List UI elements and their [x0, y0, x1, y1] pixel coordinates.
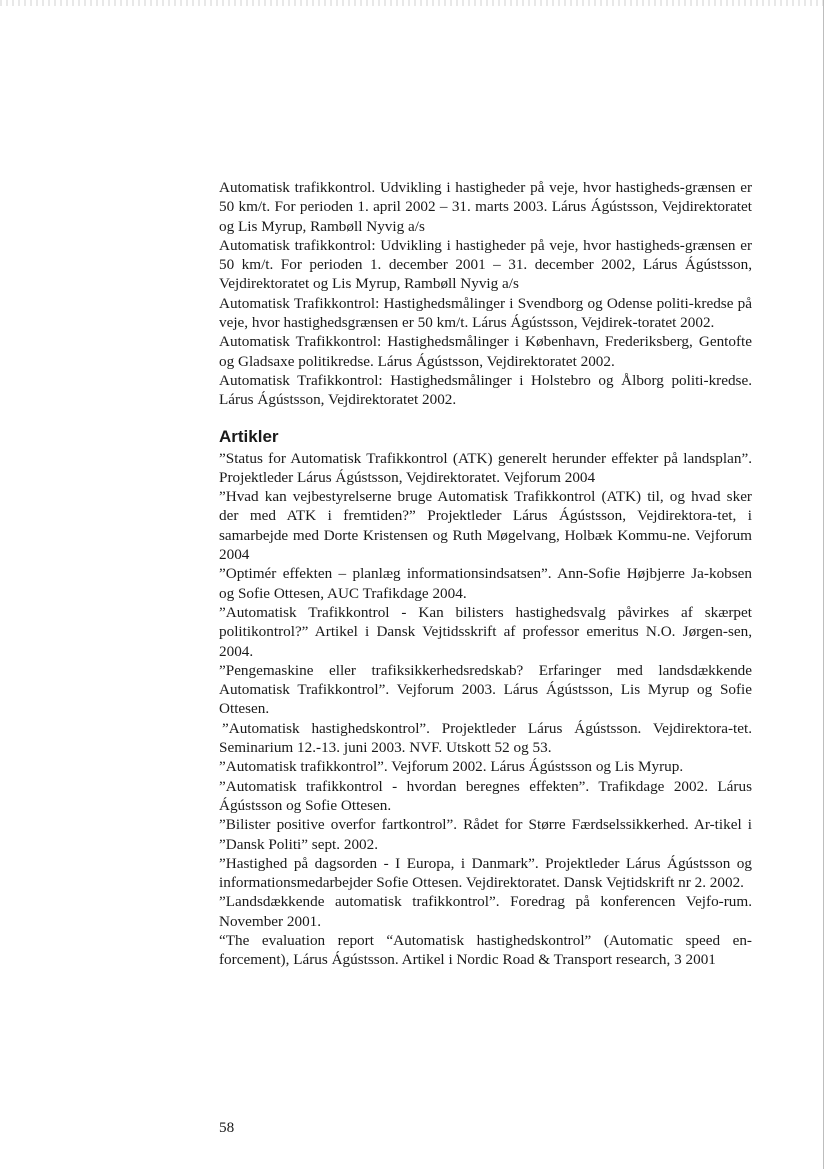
article-entry: ”Automatisk hastighedskontrol”. Projektleder Lárus Ágústsson. Vejdirektora-tet. Seminarium 12.-13. juni 2003. NVF. Utskott 52 og 53. [219, 719, 752, 757]
article-entry: ”Status for Automatisk Trafikkontrol (ATK) generelt herunder effekter på landsplan”. Projektleder Lárus Ágústsson, Vejdirektoratet. Vejforum 2004 [219, 449, 752, 486]
article-entry: ”Pengemaskine eller trafiksikkerhedsredskab? Erfaringer med landsdækkende Automatisk Trafikkontrol”. Vejforum 2003. Lárus Ágústsson, Lis Myrup og Sofie Ottesen. [219, 661, 752, 718]
page-number: 58 [219, 1119, 235, 1136]
report-entry: Automatisk Trafikkontrol: Hastighedsmålinger i København, Frederiksberg, Gentofte og Gladsaxe politikredse. Lárus Ágústsson, Vejdirektoratet 2002. [219, 333, 752, 370]
article-entry: ”Optimér effekten – planlæg informationsindsatsen”. Ann-Sofie Højbjerre Ja-kobsen og Sofie Ottesen, AUC Trafikdage 2004. [219, 565, 752, 602]
article-entry: ”Automatisk trafikkontrol”. Vejforum 2002. Lárus Ágústsson og Lis Myrup. [219, 758, 684, 776]
scan-top-edge [0, 0, 827, 6]
article-entry: ”Hvad kan vejbestyrelserne bruge Automatisk Trafikkontrol (ATK) til, og hvad sker der med ATK i fremtiden?” Projektleder Lárus Ágústsson, Vejdirektora-tet, i samarbejde med Dorte Kristensen og Ruth Møgelvang, Holbæk Kommu-ne. Vejforum 2004 [219, 488, 752, 564]
article-entry: “The evaluation report “Automatisk hastighedskontrol” (Automatic speed en-forcement), Lárus Ágústsson. Artikel i Nordic Road & Transport research, 3 2001 [219, 931, 752, 969]
article-entry: ”Landsdækkende automatisk trafikkontrol”. Foredrag på konferencen Vejfo-rum. November 2001. [219, 893, 752, 930]
articles-list [219, 449, 752, 970]
articles-heading: Artikler [219, 426, 279, 446]
report-entry: Automatisk trafikkontrol. Udvikling i hastigheder på veje, hvor hastigheds-grænsen er 50 km/t. For perioden 1. april 2002 – 31. marts 2003. Lárus Ágústsson, Vejdirektoratet og Lis Myrup, Rambøll Nyvig a/s [219, 179, 752, 235]
article-entry: ”Automatisk Trafikkontrol - Kan bilisters hastighedsvalg påvirkes af skærpet politikontrol?” Artikel i Dansk Vejtidsskrift af professor emeritus N.O. Jørgen-sen, 2004. [219, 603, 752, 660]
article-entry: ”Bilister positive overfor fartkontrol”. Rådet for Større Færdselssikkerhed. Ar-tikel i ”Dansk Politi” sept. 2002. [219, 816, 752, 853]
report-entry: Automatisk trafikkontrol: Udvikling i hastigheder på veje, hvor hastigheds-grænsen er 50 km/t. For perioden 1. december 2001 – 31. december 2002, Lárus Ágústsson, Vejdirektoratet og Lis Myrup, Rambøll Nyvig a/s [219, 236, 752, 293]
article-entry: ”Automatisk trafikkontrol - hvordan beregnes effekten”. Trafikdage 2002. Lárus Ágústsson og Sofie Ottesen. [219, 777, 752, 814]
page-content [219, 178, 752, 970]
report-entry: Automatisk Trafikkontrol: Hastighedsmålinger i Holstebro og Ålborg politi-kredse. Lárus Ágústsson, Vejdirektoratet 2002. [219, 371, 752, 409]
article-entry: ”Hastighed på dagsorden - I Europa, i Danmark”. Projektleder Lárus Ágústsson og informationsmedarbejder Sofie Ottesen. Vejdirektoratet. Dansk Vejtidskrift nr 2. 2002. [219, 854, 752, 892]
report-entry: Automatisk Trafikkontrol: Hastighedsmålinger i Svendborg og Odense politi-kredse på veje, hvor hastighedsgrænsen er 50 km/t. Lárus Ágústsson, Vejdirek-toratet 2002. [219, 294, 752, 332]
scan-right-edge [823, 0, 824, 1169]
reports-list [219, 178, 752, 410]
